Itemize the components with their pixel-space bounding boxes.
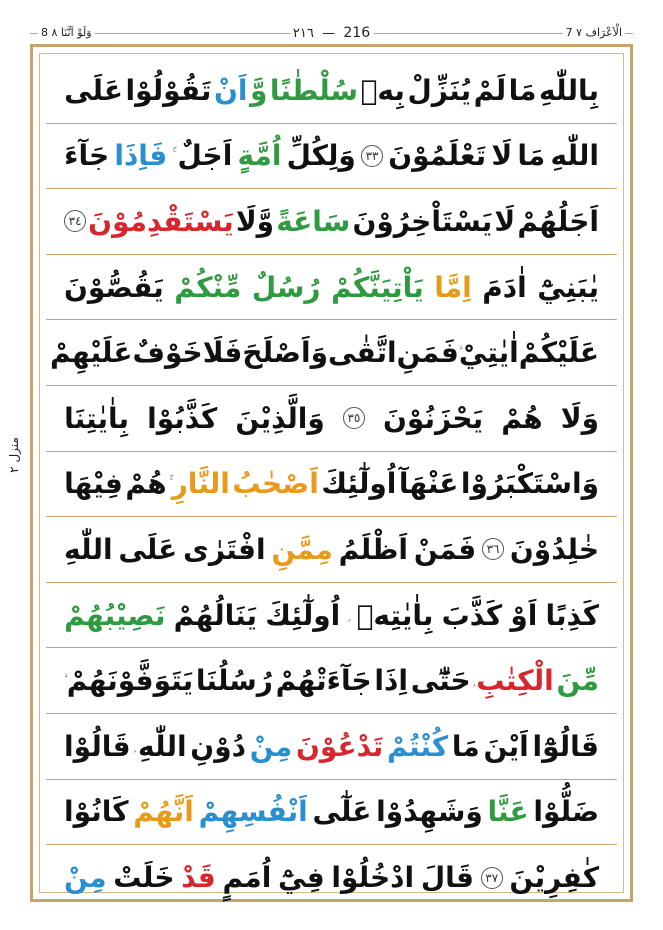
word: اَيْنَ bbox=[483, 729, 529, 763]
word: يَاْتِيَنَّكُمْ bbox=[331, 270, 424, 304]
word: رُسُلٌ bbox=[251, 270, 321, 304]
text-line bbox=[46, 780, 617, 846]
word: مِمَّنِ bbox=[271, 532, 333, 566]
word: النَّارِ bbox=[171, 467, 230, 501]
word: اَظْلَمُ bbox=[338, 532, 409, 566]
page-number: 216 bbox=[343, 25, 371, 41]
surah-label: 7 الْاَعْرَاف ٧ bbox=[563, 26, 625, 40]
word: فِيْٓ bbox=[278, 861, 325, 895]
word: مِّنْكُمْ bbox=[174, 270, 242, 304]
word: وَالَّذِيْنَ bbox=[235, 401, 325, 435]
text-line bbox=[46, 189, 617, 255]
word: بِاٰيٰتِهٖ bbox=[356, 598, 434, 632]
word: رُسُلُنَا bbox=[195, 664, 273, 698]
word: هُمْ bbox=[125, 467, 167, 501]
word: اَجَلٌ bbox=[177, 139, 233, 173]
word: سَاعَةً bbox=[276, 204, 351, 238]
word: وَلِكُلِّ bbox=[286, 139, 356, 173]
word: كَذَّبُوْا bbox=[147, 401, 218, 435]
word: قَدْ bbox=[181, 861, 216, 895]
word: عَنَّا bbox=[487, 795, 529, 829]
page-header bbox=[30, 26, 633, 40]
word: مَا bbox=[451, 729, 480, 763]
page-frame bbox=[30, 44, 633, 902]
word: وَّلَا bbox=[235, 204, 275, 238]
word: يَسْتَاْخِرُوْنَ bbox=[352, 204, 493, 238]
word: يَنَالُهُمْ bbox=[173, 598, 258, 632]
word: وَّ bbox=[249, 73, 268, 107]
word: فَمَنْ bbox=[413, 532, 477, 566]
word: عَلٰٓى bbox=[312, 795, 372, 829]
word: اَنَّهُمْ bbox=[133, 795, 194, 829]
word: مِّنَ bbox=[556, 664, 599, 698]
word: اَجَلُهُمْ bbox=[517, 204, 599, 238]
word: يٰبَنِيْٓ bbox=[537, 270, 599, 304]
word: كَانُوْا bbox=[64, 795, 129, 829]
word: اَصْحٰبُ bbox=[232, 467, 319, 501]
ayah-number-marker: ٣٧ bbox=[481, 867, 503, 889]
juz-label: 8 وَلَوْ اَنَّنَا ٨ bbox=[38, 26, 95, 40]
text-line bbox=[46, 124, 617, 190]
word: اٰدَمَ bbox=[482, 270, 527, 304]
word: خَوْفٌ bbox=[132, 336, 203, 370]
word: فِيْهَا bbox=[64, 467, 123, 501]
word: عَلَيْهِمْ bbox=[50, 336, 133, 370]
word: كُنْتُمْ bbox=[387, 729, 449, 763]
word: اُمَمٍ bbox=[222, 861, 272, 895]
text-lines bbox=[46, 58, 617, 895]
word: قَالَ bbox=[420, 861, 475, 895]
word: عَنْهَآ bbox=[398, 467, 459, 501]
ayah-number-marker: ٣٦ bbox=[482, 538, 504, 560]
word: يَحْزَنُوْنَ bbox=[383, 401, 484, 435]
word: اللّٰهِ bbox=[138, 729, 187, 763]
word: اٰيٰتِيْ bbox=[458, 336, 519, 370]
word: سُلْطٰنًا bbox=[269, 73, 359, 107]
word: مِنْ bbox=[64, 861, 107, 895]
text-line bbox=[46, 386, 617, 452]
word: جَآءَتْهُمْ bbox=[275, 664, 372, 698]
word: خَلَتْ bbox=[113, 861, 175, 895]
word: يَقُصُّوْنَ bbox=[64, 270, 164, 304]
word: اُولٰٓئِكَ bbox=[321, 467, 397, 501]
word: فَمَنِ bbox=[396, 336, 459, 370]
text-line bbox=[46, 648, 617, 714]
ayah-number-marker: ٣٥ bbox=[343, 407, 365, 429]
word: وَاسْتَكْبَرُوْا bbox=[460, 467, 599, 501]
word: الْكِتٰبِ bbox=[476, 664, 554, 698]
ayah-number-marker: ٣٤ bbox=[64, 210, 86, 232]
word: اللّٰهِ bbox=[550, 139, 599, 173]
word: اللّٰهِ bbox=[64, 532, 113, 566]
word: لَا bbox=[491, 139, 513, 173]
text-line bbox=[46, 517, 617, 583]
word: افْتَرٰى bbox=[183, 532, 266, 566]
word: بِاٰيٰتِنَا bbox=[64, 401, 129, 435]
word: قَالُوْا bbox=[64, 729, 131, 763]
word: ادْخُلُوْا bbox=[331, 861, 415, 895]
word: لَمْ bbox=[473, 73, 507, 107]
page-inner-border bbox=[39, 53, 624, 893]
text-line bbox=[46, 452, 617, 518]
word: اَنْ bbox=[213, 73, 248, 107]
page-number-label: ٢١٦ — 216 bbox=[290, 26, 373, 41]
word: مَا bbox=[517, 139, 546, 173]
word: هُمْ bbox=[501, 401, 543, 435]
word: عَلَى bbox=[64, 73, 123, 107]
text-line bbox=[46, 845, 617, 911]
word: كٰفِرِيْنَ bbox=[509, 861, 599, 895]
word: فَلَا bbox=[202, 336, 243, 370]
word: يَسْتَقْدِمُوْنَ bbox=[88, 204, 234, 238]
word: اتَّقٰى bbox=[327, 336, 397, 370]
word: بِهٖ bbox=[360, 73, 405, 107]
manzil-side-label: منزل ٢ bbox=[7, 437, 21, 473]
word: فَاِذَا bbox=[114, 139, 168, 173]
text-line bbox=[46, 583, 617, 649]
ayah-number-marker: ٣٣ bbox=[361, 145, 383, 167]
word: دُوْنِ bbox=[190, 729, 246, 763]
word: تَقُوْلُوْا bbox=[125, 73, 212, 107]
word: خٰلِدُوْنَ bbox=[509, 532, 599, 566]
word: كَذِبًا bbox=[545, 598, 599, 632]
word: كَذَّبَ bbox=[441, 598, 503, 632]
word: جَآءَ bbox=[64, 139, 110, 173]
word: تَدْعُوْنَ bbox=[295, 729, 384, 763]
word: اَوْ bbox=[510, 598, 538, 632]
word: لَا bbox=[494, 204, 516, 238]
word: اِذَا bbox=[374, 664, 408, 698]
word: وَاَصْلَحَ bbox=[242, 336, 328, 370]
word: بِاللّٰهِ bbox=[539, 73, 599, 107]
word: مِنْ bbox=[249, 729, 293, 763]
word: مَا bbox=[508, 73, 537, 107]
word: تَعْلَمُوْنَ bbox=[388, 139, 487, 173]
page-number-arabic: ٢١٦ bbox=[292, 26, 314, 41]
word: وَشَهِدُوْا bbox=[376, 795, 483, 829]
word: اِمَّا bbox=[434, 270, 472, 304]
word: وَلَا bbox=[560, 401, 599, 435]
word: يُنَزِّلْ bbox=[407, 73, 472, 107]
text-line bbox=[46, 320, 617, 386]
word: ضَلُّوْا bbox=[533, 795, 599, 829]
text-line bbox=[46, 255, 617, 321]
word: اَنْفُسِهِمْ bbox=[198, 795, 308, 829]
text-line bbox=[46, 58, 617, 124]
word: قَالُوْٓا bbox=[532, 729, 599, 763]
word: يَتَوَفَّوْنَهُمْ bbox=[66, 664, 194, 698]
word: نَصِيْبُهُمْ bbox=[64, 598, 166, 632]
word: اُمَّةٍ bbox=[237, 139, 282, 173]
text-line bbox=[46, 714, 617, 780]
word: حَتّٰٓى bbox=[410, 664, 471, 698]
word: عَلَى bbox=[118, 532, 178, 566]
word: اُولٰٓئِكَ bbox=[265, 598, 341, 632]
word: عَلَيْكُمْ bbox=[518, 336, 599, 370]
